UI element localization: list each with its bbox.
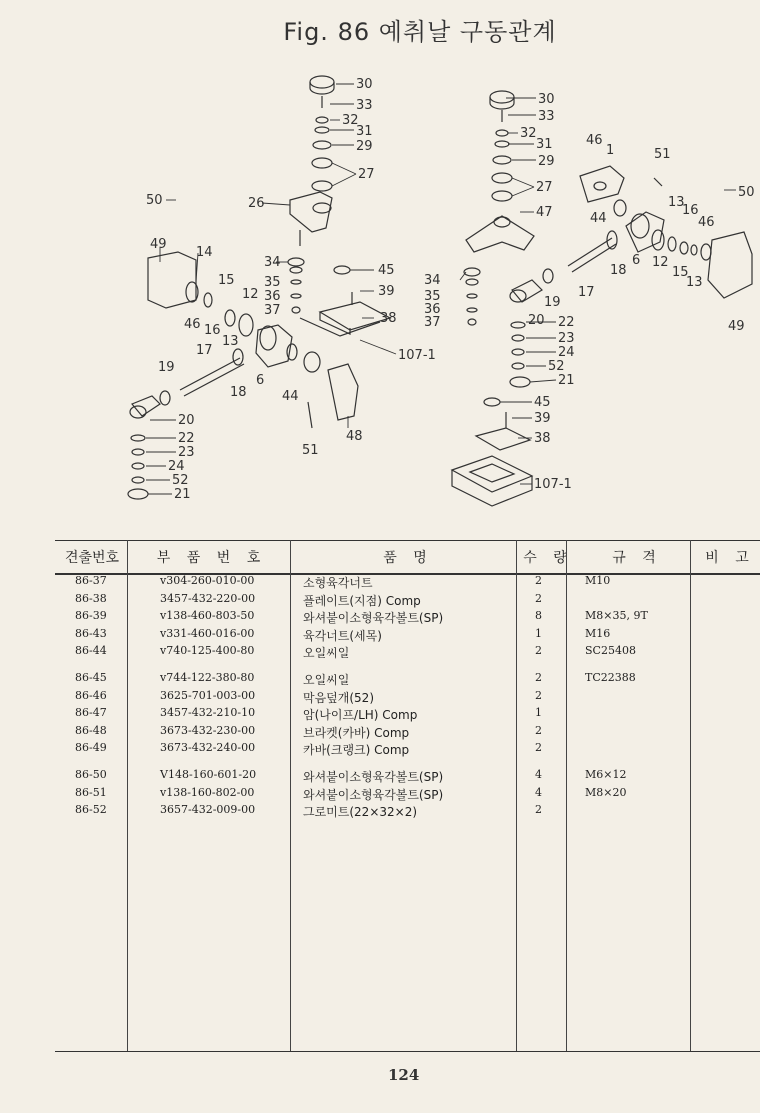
label: 27 (536, 180, 553, 195)
label: 107-1 (534, 477, 572, 492)
part-no-cell: v304-260-010-00 (160, 574, 255, 587)
figure-title: Fig. 86 예취날 구동관계 (283, 18, 557, 46)
label: 44 (590, 211, 607, 226)
ref-no-cell: 86-50 (75, 768, 107, 781)
label: 39 (534, 411, 551, 426)
label: 32 (520, 126, 537, 141)
qty-cell: 2 (535, 688, 542, 702)
table-row (55, 741, 760, 758)
label: 44 (282, 389, 299, 404)
col-header-part-name: 품 명 (294, 541, 522, 575)
label: 29 (356, 139, 373, 154)
col-header-qty: 수 량 (522, 541, 574, 575)
label: 18 (230, 385, 247, 400)
table-row (55, 609, 760, 626)
part-no-cell: 3657-432-009-00 (160, 803, 256, 817)
label: 51 (302, 443, 319, 458)
label: 6 (632, 253, 641, 268)
table-row (55, 706, 760, 723)
label: 15 (672, 265, 689, 280)
part-name-cell: 오일씨일 (303, 646, 350, 661)
label: 20 (528, 313, 545, 328)
part-no-cell: 3625-701-003-00 (160, 688, 256, 702)
part-no-cell: v740-125-400-80 (160, 644, 255, 658)
label: 35 (424, 289, 441, 304)
ref-no-cell: 86-47 (75, 706, 107, 720)
page-number: 124 (388, 1066, 420, 1084)
spec-cell: M10 (585, 574, 611, 587)
part-name-cell: 그로미트(22×32×2) (303, 805, 418, 820)
label: 21 (558, 373, 575, 388)
part-name-cell: 카바(크랭크) Comp (303, 743, 410, 758)
label: 46 (184, 317, 201, 332)
label: 20 (178, 413, 195, 428)
label: 38 (380, 311, 397, 326)
label: 31 (536, 137, 553, 152)
label: 49 (728, 319, 745, 334)
ref-no-cell: 86-43 (75, 626, 107, 640)
label: 51 (654, 147, 671, 162)
part-no-cell: v138-160-802-00 (160, 785, 255, 799)
label: 19 (544, 295, 561, 310)
spec-cell: M8×20 (585, 785, 627, 799)
label: 32 (342, 113, 359, 128)
label: 37 (424, 315, 441, 330)
label: 6 (256, 373, 265, 388)
label: 14 (196, 245, 213, 260)
parts-diagram (0, 0, 760, 520)
label: 50 (738, 185, 755, 200)
part-no-cell: 3457-432-220-00 (160, 591, 256, 605)
table-row (55, 724, 760, 741)
label: 23 (178, 445, 195, 460)
table-bottom-rule (55, 1051, 760, 1052)
label: 13 (668, 195, 685, 210)
spec-cell: M6×12 (585, 768, 627, 781)
label: 48 (346, 429, 363, 444)
ref-no-cell: 86-38 (75, 591, 107, 605)
part-name-cell: 암(나이프/LH) Comp (303, 708, 418, 723)
label: 18 (610, 263, 627, 278)
label: 16 (204, 323, 221, 338)
label: 39 (378, 284, 395, 299)
label: 47 (536, 205, 553, 220)
label: 46 (698, 215, 715, 230)
table-row (55, 592, 760, 609)
label: 13 (222, 334, 239, 349)
left-labels (146, 77, 436, 502)
label: 46 (586, 133, 603, 148)
spec-cell: M16 (585, 626, 611, 640)
label: 52 (172, 473, 189, 488)
part-no-cell: 3673-432-240-00 (160, 741, 256, 755)
part-name-cell: 막음덮개(52) (303, 690, 375, 705)
label: 22 (558, 315, 575, 330)
label: 45 (534, 395, 551, 410)
part-no-cell: V148-160-601-20 (160, 768, 257, 781)
label: 38 (534, 431, 551, 446)
label: 1 (606, 143, 615, 158)
qty-cell: 4 (535, 785, 542, 799)
table-row (55, 627, 760, 644)
label: 23 (558, 331, 575, 346)
ref-no-cell: 86-37 (75, 574, 107, 587)
table-row (55, 671, 760, 688)
qty-cell: 8 (535, 609, 542, 623)
part-no-cell: v138-460-803-50 (160, 609, 255, 623)
ref-no-cell: 86-39 (75, 609, 107, 623)
ref-no-cell: 86-44 (75, 644, 107, 658)
label: 15 (218, 273, 235, 288)
qty-cell: 2 (535, 644, 542, 658)
table-header-row (55, 541, 760, 575)
col-header-part-no: 부 품 번 호 (129, 541, 294, 575)
label: 33 (538, 109, 555, 124)
label: 17 (196, 343, 213, 358)
table-row (55, 574, 760, 591)
label: 31 (356, 124, 373, 139)
qty-cell: 1 (535, 706, 542, 720)
table-row (55, 803, 760, 820)
label: 24 (558, 345, 575, 360)
label: 50 (146, 193, 163, 208)
part-no-cell: v331-460-016-00 (160, 626, 255, 640)
part-name-cell: 플레이트(지점) Comp (303, 593, 421, 608)
label: 33 (356, 98, 373, 113)
qty-cell: 2 (535, 723, 542, 737)
part-name-cell: 소형육각너트 (303, 576, 373, 590)
label: 52 (548, 359, 565, 374)
table-row (55, 644, 760, 661)
part-name-cell: 브라켓(카바) Comp (303, 725, 410, 740)
label: 37 (264, 303, 281, 318)
part-name-cell: 와셔붙이소형육각볼트(SP) (303, 611, 444, 626)
label: 49 (150, 237, 167, 252)
ref-no-cell: 86-49 (75, 741, 107, 755)
label: 22 (178, 431, 195, 446)
part-name-cell: 육각너트(세목) (303, 628, 382, 643)
label: 30 (538, 92, 555, 107)
col-header-ref-no: 견출번호 (55, 541, 129, 575)
col-header-spec: 규 격 (574, 541, 700, 575)
col-header-remarks: 비 고 (700, 541, 760, 575)
qty-cell: 2 (535, 671, 542, 684)
right-labels (424, 92, 755, 492)
qty-cell: 1 (535, 626, 542, 640)
label: 34 (424, 273, 441, 288)
label: 36 (264, 289, 281, 304)
label: 29 (538, 154, 555, 169)
label: 27 (358, 167, 375, 182)
label: 13 (686, 275, 703, 290)
part-no-cell: v744-122-380-80 (160, 671, 255, 684)
label: 19 (158, 360, 175, 375)
label: 26 (248, 196, 265, 211)
ref-no-cell: 86-45 (75, 671, 107, 684)
table-row (55, 786, 760, 803)
table-row (55, 768, 760, 785)
parts-table (55, 540, 760, 1052)
part-no-cell: 3673-432-230-00 (160, 723, 256, 737)
spec-cell: SC25408 (585, 644, 636, 658)
label: 21 (174, 487, 191, 502)
part-name-cell: 와셔붙이소형육각볼트(SP) (303, 787, 444, 802)
qty-cell: 4 (535, 768, 542, 781)
qty-cell: 2 (535, 591, 542, 605)
label: 35 (264, 275, 281, 290)
ref-no-cell: 86-51 (75, 785, 107, 799)
qty-cell: 2 (535, 574, 542, 587)
label: 107-1 (398, 348, 436, 363)
label: 16 (682, 203, 699, 218)
label: 34 (264, 255, 281, 270)
part-name-cell: 와셔붙이소형육각볼트(SP) (303, 770, 444, 784)
qty-cell: 2 (535, 741, 542, 755)
part-name-cell: 오일씨일 (303, 673, 350, 687)
label: 12 (242, 287, 259, 302)
qty-cell: 2 (535, 803, 542, 817)
label: 24 (168, 459, 185, 474)
spec-cell: M8×35, 9T (585, 609, 648, 623)
label: 12 (652, 255, 669, 270)
ref-no-cell: 86-48 (75, 723, 107, 737)
ref-no-cell: 86-46 (75, 688, 107, 702)
table-row (55, 689, 760, 706)
ref-no-cell: 86-52 (75, 803, 107, 817)
part-no-cell: 3457-432-210-10 (160, 706, 256, 720)
spec-cell: TC22388 (585, 671, 636, 684)
label: 36 (424, 302, 441, 317)
label: 45 (378, 263, 395, 278)
label: 30 (356, 77, 373, 92)
label: 17 (578, 285, 595, 300)
